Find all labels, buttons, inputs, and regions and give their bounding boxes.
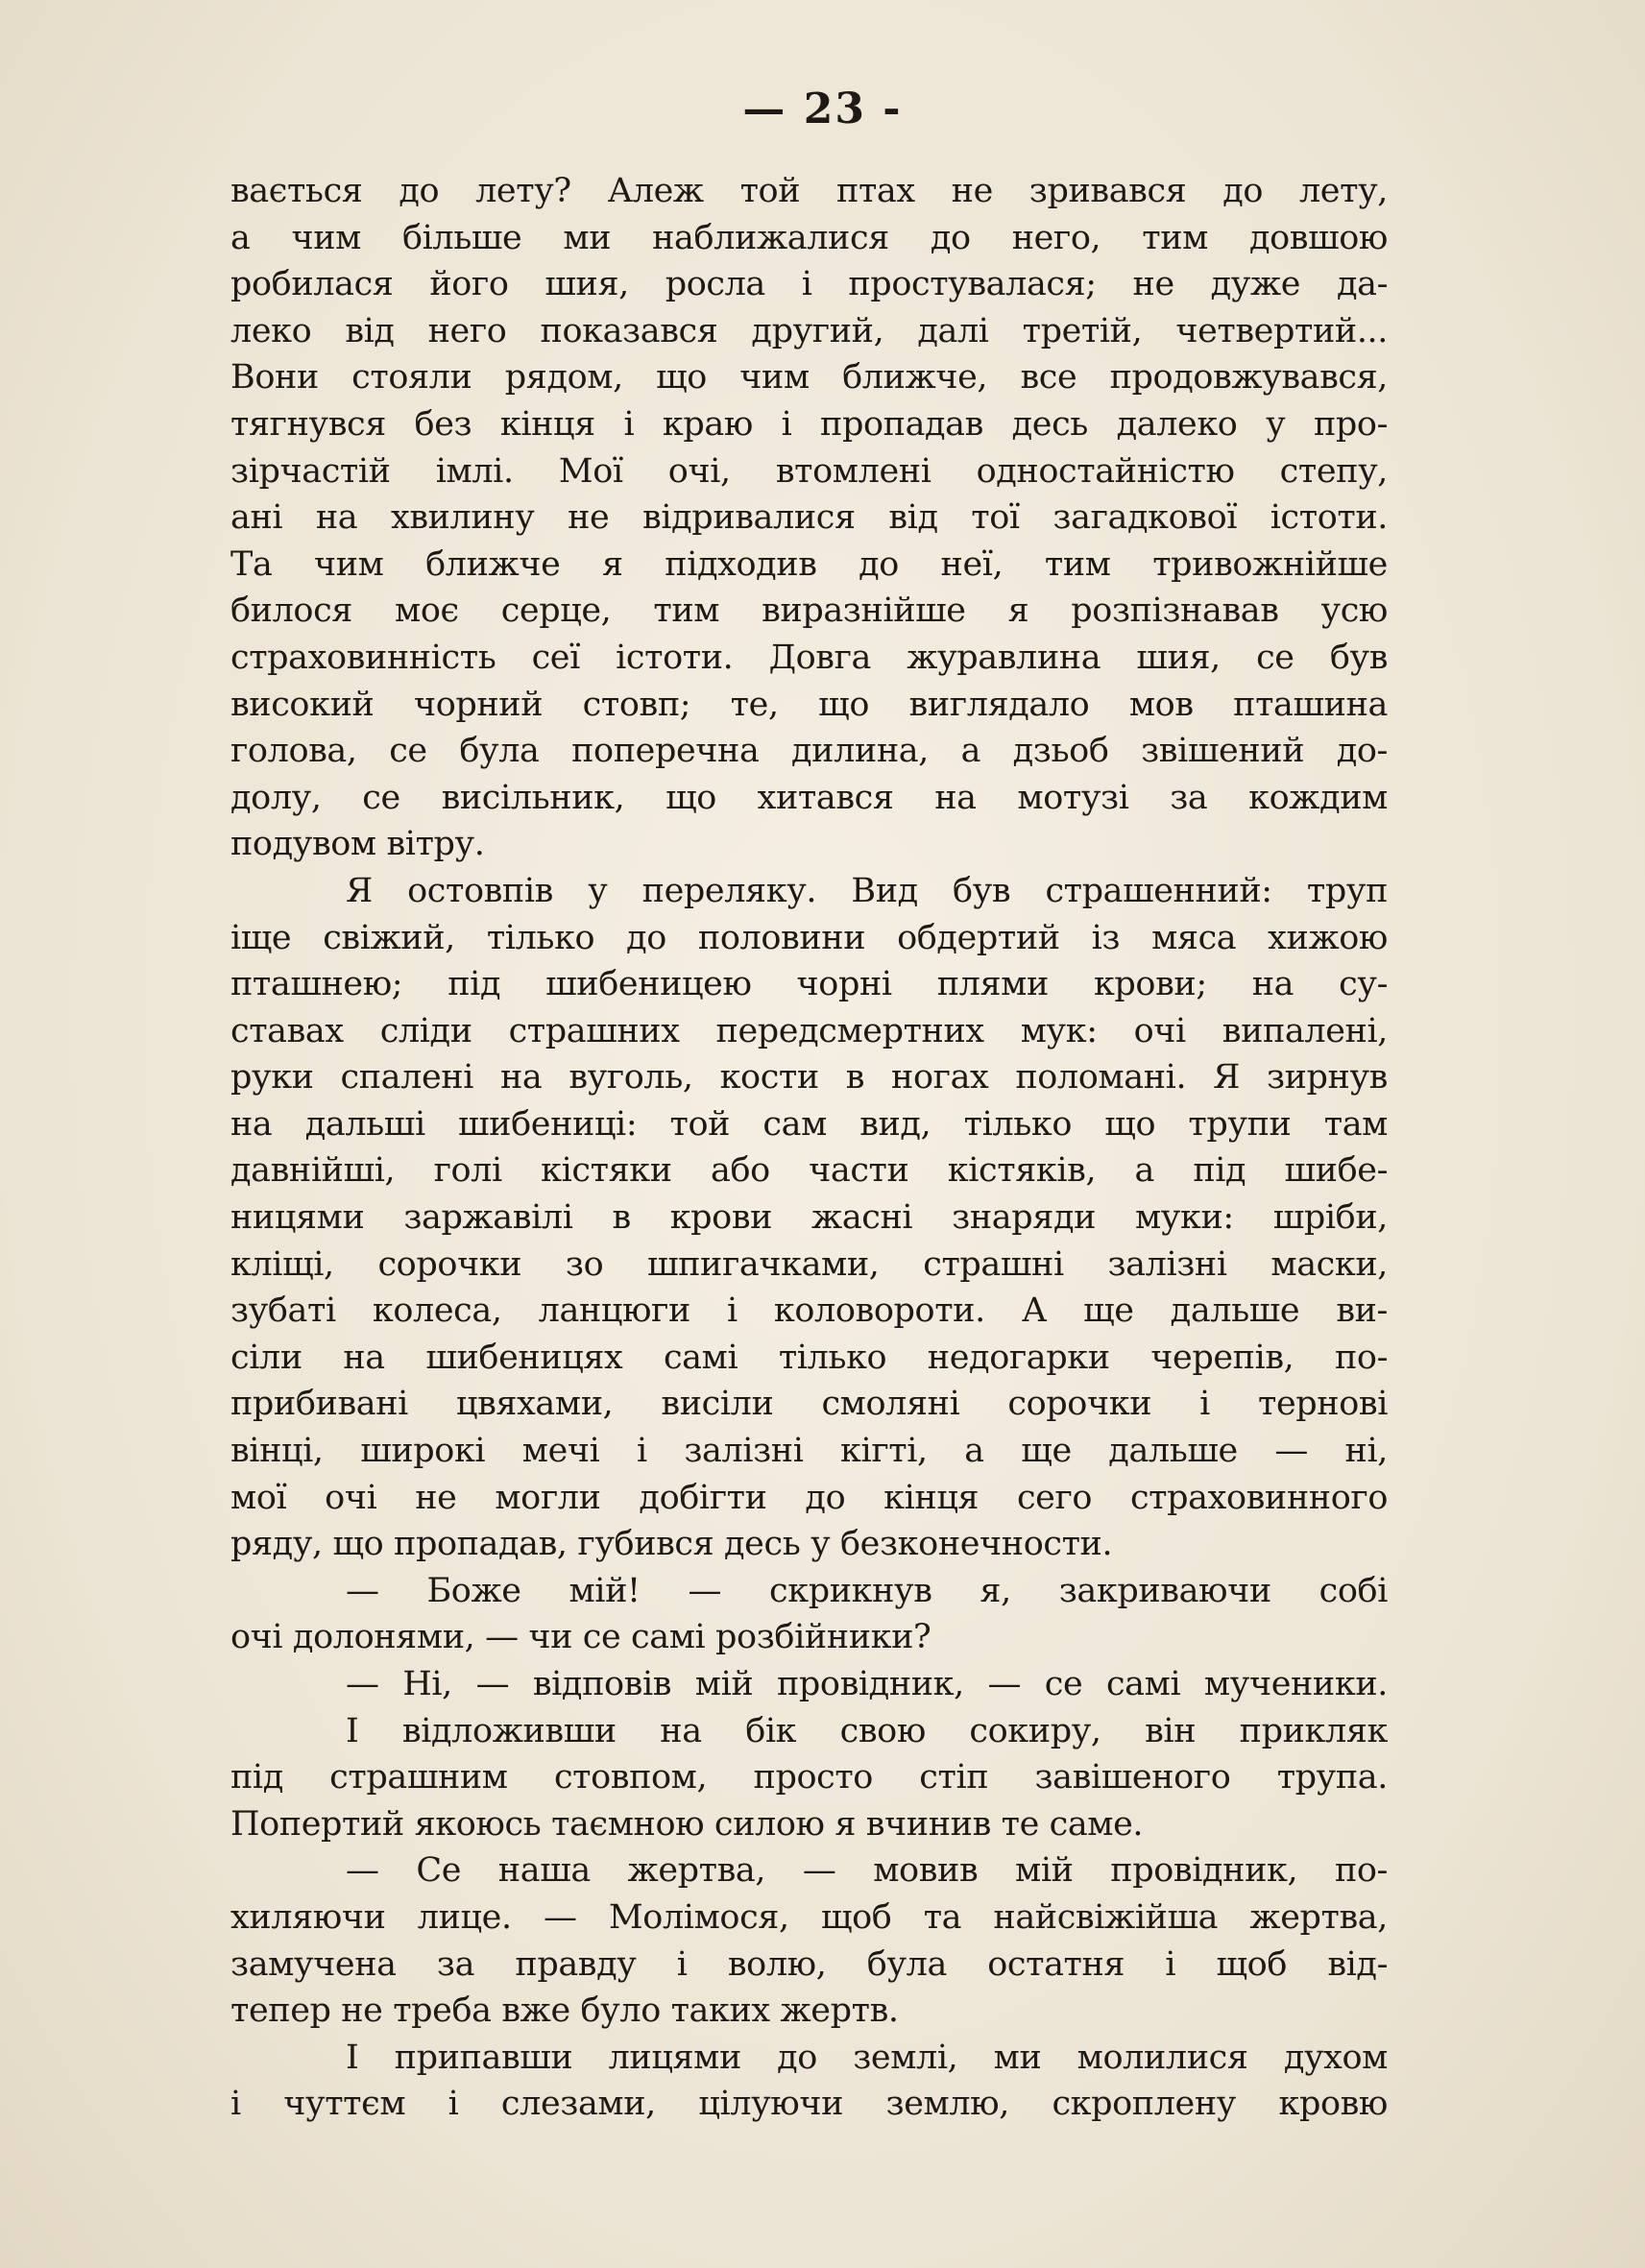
text-line: а чим більше ми наближалися до него, тим довшою [230, 218, 1388, 257]
text-line: тепер не треба вже було таких жертв. [230, 1991, 899, 2031]
text-line: Я остовпів у переляку. Вид був страшенний: труп [346, 871, 1388, 910]
text-line: очі долонями, — чи се самі розбійники? [230, 1618, 931, 1657]
text-line: високий чорний стовп; те, що виглядало мов пташина [230, 685, 1388, 724]
text-line: прибивані цвяхами, висіли смоляні сорочки і тернові [230, 1385, 1388, 1424]
text-line: голова, се була поперечна дилина, а дзьоб звішений до- [230, 732, 1388, 771]
text-line: сіли на шибеницях самі тілько недогарки черепів, по- [230, 1338, 1388, 1377]
text-line: вінці, широкі мечі і залізні кігті, а ще дальше — ні, [230, 1432, 1388, 1471]
text-line: руки спалені на вуголь, кости в ногах поломані. Я зирнув [230, 1058, 1388, 1098]
text-line: — Се наша жертва, — мовив мій провідник, по- [346, 1851, 1388, 1891]
text-line: тягнувся без кінця і краю і пропадав десь далеко у про- [230, 404, 1388, 444]
text-line: зірчастій імлі. Мої очі, втомлені одностайністю степу, [230, 451, 1388, 491]
text-line: пташнею; під шибеницею чорні плями крови; на су- [230, 965, 1388, 1004]
text-line: Вони стояли рядом, що чим ближче, все продовжувався, [230, 358, 1388, 398]
text-line: долу, се висільник, що хитався на мотузі за кождим [230, 778, 1388, 817]
text-line: — Ні, — відповів мій провідник, — се самі мученики. [346, 1665, 1388, 1703]
text-line: вається до лету? Алеж той птах не зривався до лету, [230, 172, 1388, 210]
text-line: ані на хвилину не відривалися від тої загадкової істоти. [230, 498, 1388, 538]
text-line: Попертий якоюсь таємною силою я вчинив те саме. [230, 1804, 1144, 1844]
text-line: билося моє серце, тим виразнійше я розпізнавав усю [230, 591, 1388, 631]
text-line: ницями заржавілі в крови жасні знаряди муки: шріби, [230, 1198, 1388, 1238]
text-line: ставах сліди страшних передсмертних мук: очі випалені, [230, 1011, 1388, 1050]
text-line: давнійші, голі кістяки або части кістяків, а під шибе- [230, 1151, 1388, 1191]
text-line: іще свіжий, тілько до половини обдертий із мяса хижою [230, 918, 1388, 957]
text-line: страховинність сеї істоти. Довга журавлина шия, се був [230, 638, 1388, 677]
text-line: подувом вітру. [230, 825, 485, 864]
text-line: на дальші шибениці: той сам вид, тілько що трупи там [230, 1104, 1388, 1144]
page-number: — 23 - [742, 84, 903, 133]
text-line: мої очі не могли добігти до кінця сего страховинного [230, 1478, 1388, 1517]
text-line: І припавши лицями до землі, ми молилися духом [346, 2038, 1388, 2077]
text-line: хиляючи лице. — Молімося, щоб та найсвіжійша жертва, [230, 1897, 1388, 1937]
text-line: кліщі, сорочки зо шпигачками, страшні залізні маски, [230, 1244, 1388, 1284]
text-line: леко від него показався другий, далі третій, четвертий... [230, 311, 1388, 350]
text-line: І відложивши на бік свою сокиру, він прикляк [346, 1711, 1388, 1750]
text-line: замучена за правду і волю, була остатня і щоб від- [230, 1944, 1388, 1984]
text-line: Та чим ближче я підходив до неї, тим тривожнійше [230, 544, 1388, 584]
text-line: ряду, що пропадав, губився десь у безконечности. [230, 1525, 1113, 1564]
body-text [230, 168, 1388, 2128]
text-line: під страшним стовпом, просто стіп завішеного трупа. [230, 1758, 1388, 1798]
text-line: — Боже мій! — скрикнув я, закриваючи собі [346, 1571, 1388, 1610]
text-line: і чуттєм і слезами, цілуючи землю, скроплену кровю [230, 2085, 1388, 2124]
text-line: зубаті колеса, ланцюги і коловороти. А ще дальше ви- [230, 1291, 1388, 1331]
text-line: робилася його шия, росла і простувалася; не дуже да- [230, 265, 1388, 304]
